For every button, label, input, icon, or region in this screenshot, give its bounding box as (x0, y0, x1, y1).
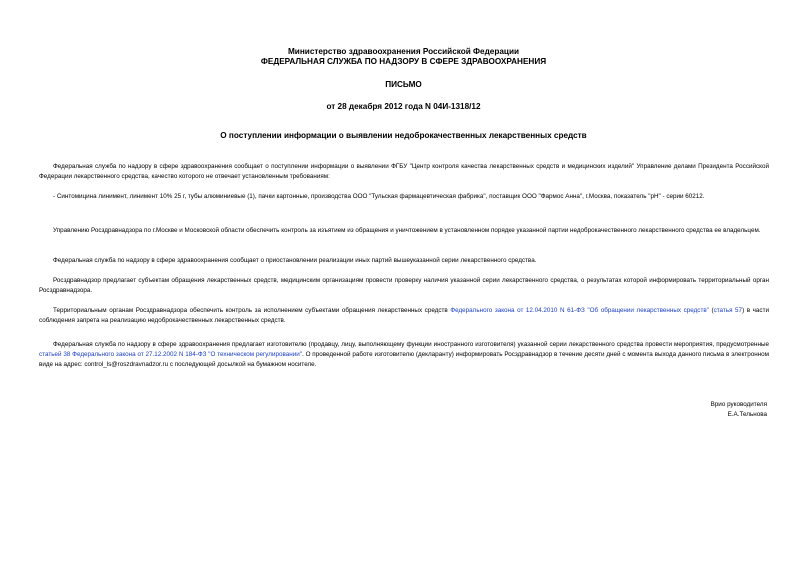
service-name: ФЕДЕРАЛЬНАЯ СЛУЖБА ПО НАДЗОРУ В СФЕРЕ ЗДРАВООХРАНЕНИЯ (260, 57, 547, 66)
paragraph-6-text-after: ) в части соблюдения запрета на реализацию недоброкачественных лекарственных средств. (39, 307, 769, 325)
paragraph-2: - Синтомицина линимент, линимент 10% 25 г, тубы алюминиевые (1), пачки картонные, производства ООО "Тульская фармацевтическая фабрика", поставщик ООО "Фармос Анна", г.Москва, показатель "pH" - серии 60212. (53, 193, 705, 200)
ministry-name: Министерство здравоохранения Российской Федерации (287, 47, 520, 56)
paragraph-6 (39, 306, 769, 326)
law-61-fz-link[interactable]: Федерального закона от 12.04.2010 N 61-ФЗ "Об обращении лекарственных средств" (450, 307, 709, 314)
paragraph-6-text-mid: ( (708, 307, 714, 314)
paragraph-7-text-after: . О проведенной работе изготовителю (декларанту) информировать Росздравнадзор в течение десяти дней с момента выхода данного письма в электронном виде на адрес: control_ls@roszdravnadzor.ru с последующей досылкой на бумажном носителе. (39, 351, 769, 369)
signature-position: Врио руководителя (710, 401, 767, 408)
paragraph-7-text-before: Федеральная служба по надзору в сфере здравоохранения предлагает изготовителю (продавцу, лицу, выполняющему функции иностранного изготовителя) указанной серии лекарственного средства провести мероприятия, предусмотренные (53, 341, 769, 348)
paragraph-5: Росздравнадзор предлагает субъектам обращения лекарственных средств, медицинским организациям провести проверку наличия указанной серии лекарственного средства, о результатах которой информировать территориальный орган Росздравнадзора. (39, 277, 769, 295)
document-subject: О поступлении информации о выявлении недоброкачественных лекарственных средств (220, 131, 587, 140)
document-type: ПИСЬМО (385, 80, 422, 89)
signature-name: Е.А.Тельнова (727, 411, 767, 418)
paragraph-3: Управлению Росздравнадзора по г.Москве и Московской области обеспечить контроль за изъятием из обращения и уничтожением в установленном порядке указанной партии недоброкачественного лекарственного средства ее владельцем. (53, 227, 761, 234)
article-57-link[interactable]: статья 57 (713, 307, 743, 314)
paragraph-7 (39, 340, 769, 371)
paragraph-4: Федеральная служба по надзору в сфере здравоохранения сообщает о приостановлении реализации иных партий вышеуказанной серии лекарственного средства. (53, 257, 537, 264)
article-38-law-184-fz-link[interactable]: статьей 38 Федерального закона от 27.12.2002 N 184-ФЗ "О техническом регулировании" (39, 351, 302, 359)
paragraph-1: Федеральная служба по надзору в сфере здравоохранения сообщает о поступлении информации о выявлении ФГБУ "Центр контроля качества лекарственных средств и медицинских изделий" Управление делами Президента Российской Федерации лекарственного средства, качество которого не отвечает установленным требованиям: (39, 163, 769, 181)
document-date-number: от 28 декабря 2012 года N 04И-1318/12 (326, 102, 481, 111)
paragraph-6-text-before: Территориальным органам Росздравнадзора обеспечить контроль за исполнением субъектами обращения лекарственных средств (53, 307, 451, 314)
